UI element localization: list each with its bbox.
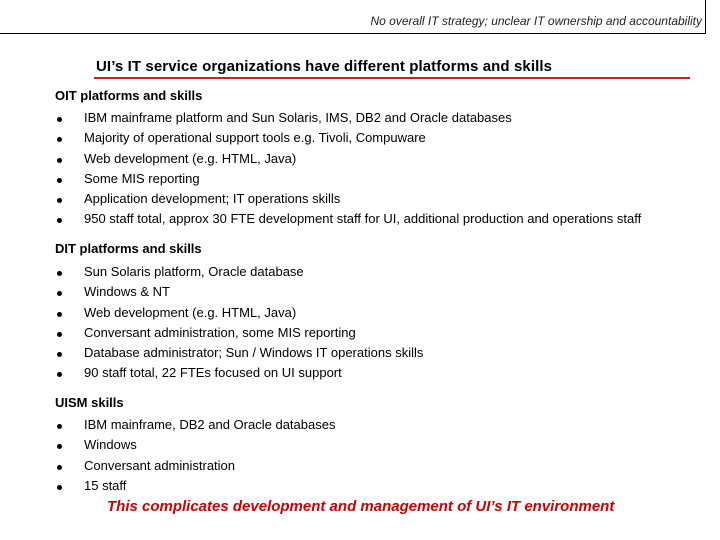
list-item-text: Windows <box>84 437 137 453</box>
bullet-icon <box>57 444 62 449</box>
list-item-text: Conversant administration <box>84 457 236 473</box>
list-item <box>55 415 335 435</box>
list-item <box>55 169 641 189</box>
section-heading-uism: UISM skills <box>55 395 124 410</box>
bullet-icon <box>57 137 62 142</box>
bullet-list-uism <box>55 415 335 496</box>
list-item-text: IBM mainframe, DB2 and Oracle databases <box>84 417 336 432</box>
list-item <box>55 189 641 209</box>
list-item-text: Conversant administration, some MIS reporting <box>84 324 356 340</box>
list-item-text: IBM mainframe platform and Sun Solaris, IMS, DB2 and Oracle databases <box>84 110 512 125</box>
bullet-icon <box>57 465 62 470</box>
list-item-text: 950 staff total, approx 30 FTE development staff for UI, additional production and operations staff <box>84 211 642 227</box>
slide-title: UI’s IT service organizations have different platforms and skills <box>96 58 553 75</box>
bullet-icon <box>57 485 62 490</box>
list-item <box>55 323 423 343</box>
title-underline <box>94 77 690 79</box>
list-item-text: Majority of operational support tools e.g. Tivoli, Compuware <box>84 130 426 146</box>
list-item <box>55 435 335 455</box>
bullet-icon <box>57 312 62 317</box>
list-item <box>55 149 641 169</box>
list-item <box>55 282 423 302</box>
list-item <box>55 262 423 282</box>
bullet-icon <box>57 291 62 296</box>
bullet-icon <box>57 218 62 223</box>
list-item <box>55 343 423 363</box>
bullet-icon <box>57 117 62 122</box>
header-note: No overall IT strategy; unclear IT ownership and accountability <box>370 14 702 28</box>
list-item <box>55 476 335 496</box>
bullet-icon <box>57 332 62 337</box>
bullet-icon <box>57 198 62 203</box>
bullet-list-oit <box>55 108 641 230</box>
bullet-icon <box>57 352 62 357</box>
conclusion-text: This complicates development and management of UI’s IT environment <box>107 498 615 515</box>
bullet-icon <box>57 372 62 377</box>
list-item <box>55 363 423 383</box>
list-item-text: 15 staff <box>84 477 127 493</box>
section-heading-dit: DIT platforms and skills <box>55 241 202 256</box>
bullet-icon <box>57 178 62 183</box>
list-item-text: Application development; IT operations skills <box>84 191 341 207</box>
list-item-text: Windows & NT <box>84 284 170 300</box>
list-item <box>55 456 335 476</box>
list-item-text: Some MIS reporting <box>84 170 200 186</box>
bullet-icon <box>57 271 62 276</box>
list-item-text: Web development (e.g. HTML, Java) <box>84 150 297 166</box>
bullet-list-dit <box>55 262 423 384</box>
list-item-text: Sun Solaris platform, Oracle database <box>84 264 304 279</box>
list-item <box>55 209 641 229</box>
list-item-text: Web development (e.g. HTML, Java) <box>84 304 297 320</box>
list-item <box>55 128 641 148</box>
bullet-icon <box>57 424 62 429</box>
section-heading-oit: OIT platforms and skills <box>55 88 203 103</box>
bullet-icon <box>57 158 62 163</box>
list-item-text: 90 staff total, 22 FTEs focused on UI support <box>84 365 342 381</box>
list-item <box>55 303 423 323</box>
list-item <box>55 108 641 128</box>
list-item-text: Database administrator; Sun / Windows IT operations skills <box>84 345 424 361</box>
